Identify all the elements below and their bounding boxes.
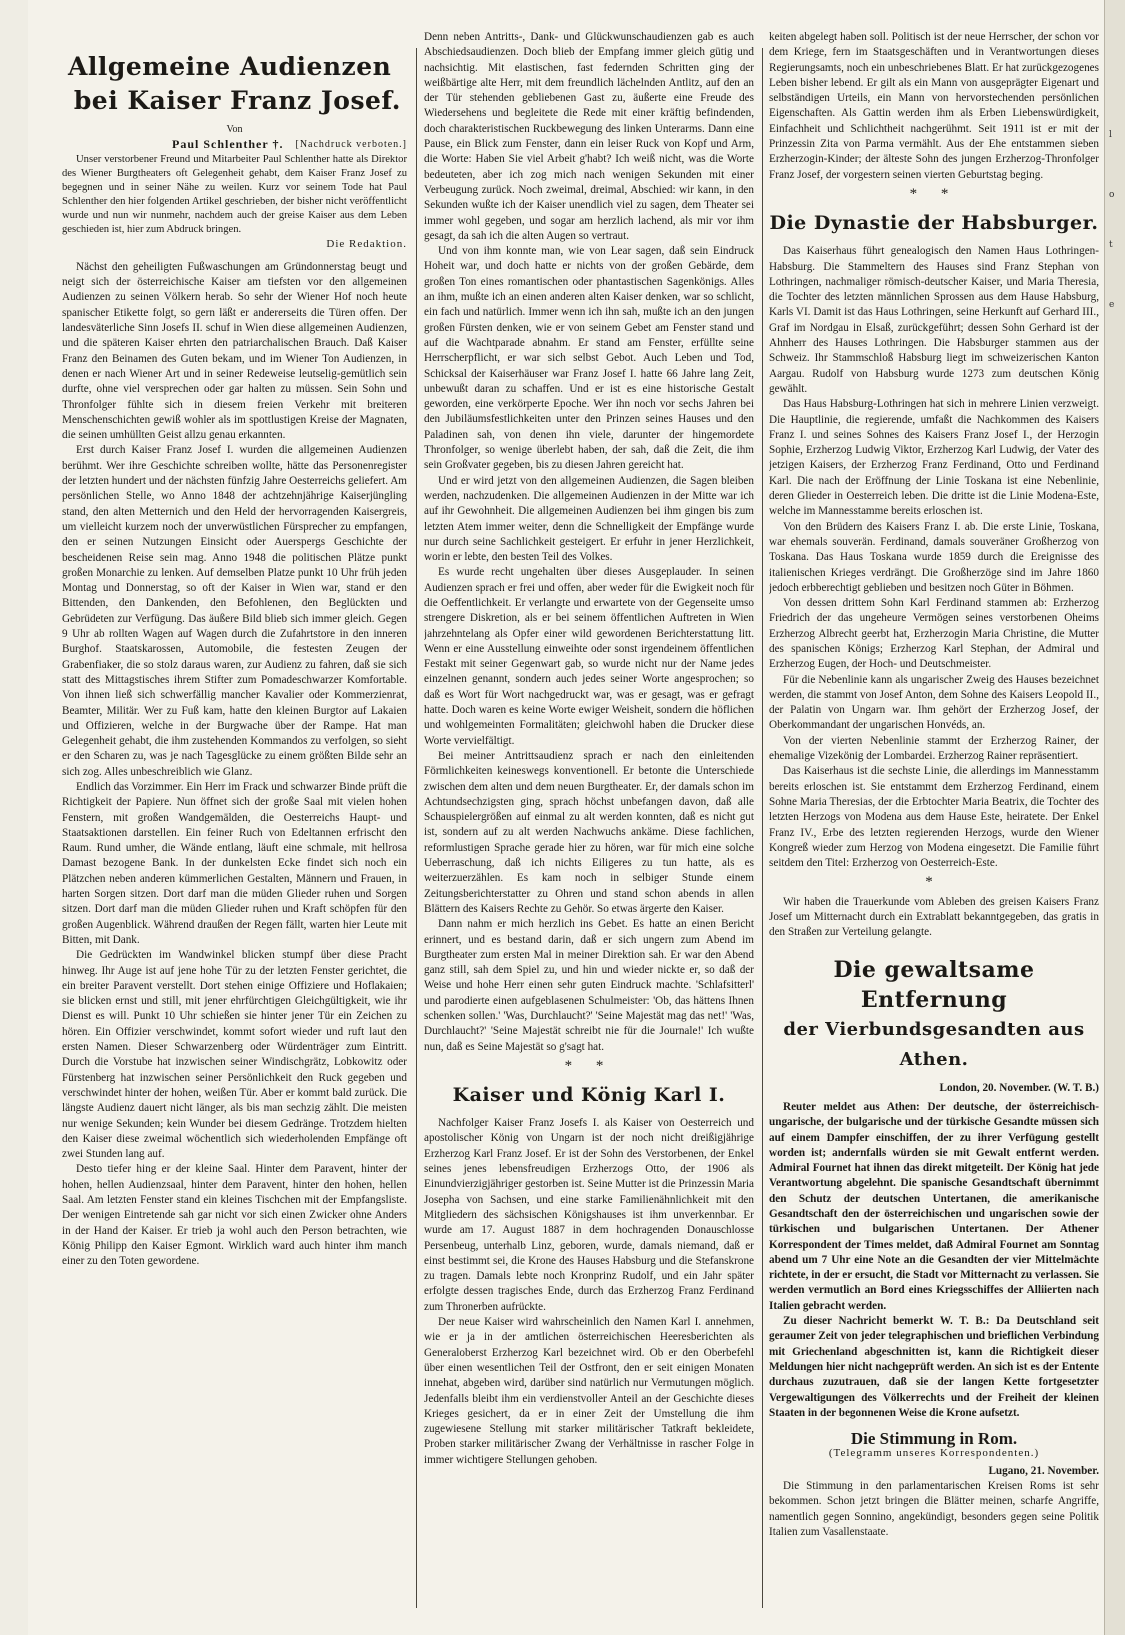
section-headline [769, 955, 1099, 1075]
column-3 [769, 30, 1099, 1625]
paragraph: Reuter meldet aus Athen: Der deutsche, der österreichisch-ungarische, der bulgarische und der türkische Gesandte müssen sich auf einem Dampfer einschiffen, der zu ihrer Verfügung gestellt worden ist; andernfalls würden sie mit Gewalt entfernt werden. Admiral Fournet hat ihnen das direkt mitgeteilt. Der König hat jede Verantwortung abgelehnt. Die spanische Gesandtschaft übernimmt den Schutz der deutschen Untertanen, die amerikanische Gesandtschaft den der österreichischen und ungarischen sowie der türkischen und bulgarischen Untertanen. Der Athener Korrespondent der Times meldet, daß Admiral Fournet am Sonntag abend um 7 Uhr eine Note an die Gesandten der vier Mittelmächte richtete, in der er ersucht, die Stadt vor Mitternacht zu verlassen. Sie werden vermutlich an Bord eines Kriegsschiffes der Alliierten nach Italien gebracht werden. [769, 1100, 1099, 1312]
adjacent-page-edge [1104, 0, 1125, 1635]
paragraph: Denn neben Antritts-, Dank- und Glückwunschaudienzen gab es auch Abschiedsaudienzen. Doch blieb der Empfang immer gleich gütig und nachsichtig. Mit elastischen, fast federnden Schritten ging der weißbärtige alte Herr, mit dem freundlich lächelnden Antlitz, auf den an der Tür stehenden gebliebenen Gast zu, äußerte eine Freude des Wiedersehens und begleitete die Rede mit einer kräftig befindenden, doch charakteristischen Ruckbewegung des linken Unterarms. Dann eine Pause, ein Blick zum Fenster, dann ein leiser Ruck von Kopf und Arm, die Worte: Haben Sie viel Arbeit g'habt? Ich weiß nicht, was die Worte bedeuteten, aber ich zog mich nach wenigen Sekunden mit einer Verbeugung zurück. Noch zweimal, dreimal, Abschied: wir kann, in den Sekunden wußte ich der Kaiser unendlich viel zu sagen, dem Theater sei immer wohl gegeben, und sogar am herzlich lachend, als mir vor ihm gesagt, da sah ich die alten Augen so vertraut. [424, 31, 754, 242]
newspaper-page [28, 0, 1108, 1635]
edge-letter: t [1109, 240, 1113, 250]
paragraph: Es wurde recht ungehalten über dieses Ausgeplauder. In seinen Audienzen sprach er frei und offen, aber weder für die Ewigkeit noch für die Oeffentlichkeit. Er verlangte und erwartete von der Gegenseite umso strengere Diskretion, als er bei seinem öffentlichen Auftreten in Wien jahrzehntelang als Opfer einer wild gewordenen Berichterstattung litt. Wenn er eine Ausstellung einweihte oder sonst irgendeinem öffentlichen Festakt mit seiner Gegenwart gab, so wurde nicht nur der Name jedes einzelnen genannt, sondern auch jedes seiner Worte angesprochen; so daß es Wort für Wort nachgedruckt war, was er gesagt, was er gefragt hatte. Doch waren es keine Worte ewiger Weisheit, sondern die höflichen und wohlgemeinten Formalitäten; gleichwohl haben die Drucker diese Worte vervielfältigt. [424, 566, 754, 747]
paragraph: Die Stimmung in den parlamentarischen Kreisen Roms ist sehr bekommen. Schon jetzt bringen die Blätter meinen, scharfe Angriffe, namentlich gegen Sonnino, angekündigt, besonders gegen seine Politik Italien zum Vasallenstaate. [769, 1480, 1099, 1538]
reprint-note: [Nachdruck verboten.] [295, 139, 407, 151]
byline-von: Von [226, 124, 243, 135]
headline-line-1: Die gewaltsame Entfernung [833, 956, 1035, 1013]
author-name: Paul Schlenther †. [172, 137, 284, 152]
paragraph: keiten abgelegt haben soll. Politisch ist der neue Herrscher, der schon vor dem Kriege, fern im Staatsgeschäften und in Verantwortungen dieses Regierungsamts, noch ein unbeschriebenes Blatt. Er hat zurückgezogenes Leben bisher lebend. Er gilt als ein Mann von ausgeprägter Eigenart und selbständigen Urteils, ein Mann von hervorstechenden persönlichen Eigenschaften. Als Gattin werden ihm als Erben Liebenswürdigkeit, Einfachheit und Schlichtheit nachgerühmt. Seit 1911 ist er mit der Prinzessin Zita von Parma vermählt. Aus der Ehe entstammen sieben Erzherzogin-Kinder; der älteste Sohn des jungen Erzherzog-Thronfolger Franz Josef, der vorgestern seinen vierten Geburtstag beging. [769, 31, 1099, 181]
headline-line-2: der Vierbundsgesandten aus Athen. [783, 1018, 1085, 1070]
paragraph: Zu dieser Nachricht bemerkt W. T. B.: Da Deutschland seit geraumer Zeit von jeder telegraphischen und brieflichen Verbindung mit Griechenland abgeschnitten ist, kann die Richtigkeit dieser Meldungen hier nicht nachgeprüft werden. An sich ist es der Entente durchaus zuzutrauen, daß sie der langen Kette fortgesetzter Vergewaltigungen des Völkerrechts und der Freiheit der kleinen Staaten in der begonnenen Weise die Krone aufsetzt. [769, 1315, 1099, 1419]
edge-letter: l [1109, 130, 1112, 140]
article-headline [62, 50, 407, 118]
paragraph: Und er wird jetzt von den allgemeinen Audienzen, die Sagen bleiben werden, nachzudenken. Die allgemeinen Audienzen in der Mitte war ich auf ihr Gewohnheit. Die allgemeinen Audienzen bei ihm gingen bis zum letzten Atem immer weiter, denn die Schnelligkeit der Empfänge wurde nur durch seine Sachlichkeit gesteigert. Er erfuhr in jener Herzlichkeit, worin er lebte, den besten Teil des Volkes. [424, 474, 754, 564]
section-headline: Die Stimmung in Rom. [850, 1429, 1018, 1449]
telegram-subtitle: (Telegramm unseres Korrespondenten.) [828, 1447, 1040, 1460]
paragraph: Endlich das Vorzimmer. Ein Herr im Frack und schwarzer Binde prüft die Richtigkeit der Papiere. Nun öffnet sich der große Saal mit vielen hohen Fenstern, mit großen Wandgemälden, die Oesterreichs Haupt- und Staatsaktionen darstellen. Ein feiner Ruch von Edeltannen erfrischt den Raum. Rund umher, die Wände entlang, läuft eine schmale, mit hellrosa Damast bezogene Bank. In der dunkelsten Ecke findet sich noch ein Plätzchen neben anderen kümmerlichen Gestalten, Männern und Frauen, in harten Sorgen sitzen. Dort darf man die müden Glieder ruhen und Sorgen sitzen. Dort darf man die müden Glieder ruhen und Kraft schöpfen für den großen Augenblick. Während draußen der Regen fällt, warten hier Leute mit Bitten, mit Dank. [62, 780, 407, 946]
section-separator: * * [909, 185, 959, 202]
dateline: London, 20. November. (W. T. B.) [939, 1081, 1099, 1094]
column-1 [62, 30, 407, 1625]
edge-letter: e [1109, 300, 1115, 310]
paragraph: Das Kaiserhaus führt genealogisch den Namen Haus Lothringen-Habsburg. Die Stammeltern des Hauses sind Franz Stephan von Lothringen, nachmaliger römisch-deutscher Kaiser, und Maria Theresia, die Tochter des letzten männlichen Sprossen aus dem Hause Habsburg, Karls VI. Damit ist das Haus Lothringen, seine Herkunft auf Gerhard III., Graf im Nordgau in Elsaß, zurückgeführt; dessen Sohn Gerhard ist der Ahnherr des Hauses Lothringen. Die Habsburger stammen aus der Schweiz. Ihr Stammschloß Habsburg liegt im schweizerischen Kanton Aargau. Rudolf von Habsburg wurde 1273 zum deutschen König gewählt. [769, 245, 1099, 395]
paragraph: Das Kaiserhaus ist die sechste Linie, die allerdings im Mannesstamm bereits erloschen ist. Sie entstammt dem Erzherzog Ferdinand, einem Sohne Maria Theresias, der die Erbtochter Maria Beatrix, die Tochter des letzten Herzogs von Modena aus dem Hause Este, heiratete. Der Enkel Franz IV., Erbe des letzten regierenden Herzogs, wurde den Wiener Kongreß wieder zum Herzog von Modena eingesetzt. Die Familie führt seitdem den Titel: Erzherzog von Oesterreich-Este. [769, 765, 1099, 870]
paragraph: Für die Nebenlinie kann als ungarischer Zweig des Hauses bezeichnet werden, die stammt von Josef Anton, dem Sohne des Kaisers Leopold II., der Palatin von Ungarn war. Ihm gehört der Erzherzog Josef, der Oberkommandant der ungarischen Honvéds, an. [769, 673, 1099, 732]
paragraph: Bei meiner Antrittsaudienz sprach er nach den einleitenden Förmlichkeiten keineswegs konventionell. Er betonte die Unterschiede zwischen dem alten und dem neuen Burgtheater. Er, der damals schon im Achtundsechzigsten ging, sprach höchst unbefangen davon, daß alle Schauspielergrößen auf einmal zu alt werden konnten, daß es nicht gut ist, sondern auf zu alt werden Nachwuchs ankäme. Diese fachlichen, reformlustigen Sprache gerade hier zu hören, war für mich eine solche Ueberraschung, daß ich nichts Eiligeres zu tun hatte, als es weiterzuerzählen. Es kam noch in selbiger Stunde einem Zeitungsberichterstatter zu Ohren und stand schon abends in allen Blättern des Kaisers Rechte zu Gehör. So etwas ärgerte den Kaiser. [424, 749, 754, 915]
paragraph: Dann nahm er mich herzlich ins Gebet. Es hatte an einen Bericht erinnert, und es bestand darin, daß er sich ungern zum Abend im Burgtheater zum ersten Mal in meiner Direktion sah. Er war den Abend ganz still, sah dem Spiel zu, und hin und wieder nickte er, so daß der Weise und hohe Herr einen sehr guten Eindruck machte. 'Schlafsitterl' und parodierte einen aufgeblasenen Schulmeister: 'Ob, das hättens Ihnen schenken sollen.' 'Was, Durchlaucht?' 'Seine Majestät mag das net!' 'Was, Durchlaucht?' 'Seine Majestät schreibt nie für die Journale!' Ich wußte nun, daß es Seine Majestät so g'sagt hat. [424, 918, 754, 1053]
byline [62, 137, 407, 152]
column-rule [762, 48, 763, 1608]
section-separator: * * [564, 1057, 614, 1074]
column-2 [424, 30, 754, 1625]
paragraph: Nächst den geheiligten Fußwaschungen am Gründonnerstag beugt und neigt sich der österreichische Kaiser am tiefsten vor den allgemeinen Audienzen zu seinen Völkern herab. So sehr der Wiener Hof noch heute spanischer Etikette folgt, so gern läßt er andererseits die Türen offen. Der landesväterliche Sinn Josefs II. schuf in Wien diese allgemeinen Audienzen, und die späteren Kaiser ehrten den patriarchalischen Brauch. Daß Kaiser Franz den Beinamen des Guten bekam, und im Wiener Ton Audienzen, in denen er nach Wiener Art und in seiner Redeweise leutselig-gemütlich sein durfte, ohne viel versprechen oder gar halten zu müssen. Sein Sohn und Thronfolger fühlte sich in diesem freien Verkehr mit breiteren Menschenschichten gewiß wohler als im spottlustigen Kreise der Magnaten, die seinen umhüllten Geist allzu genau erkannten. [62, 260, 407, 442]
headline-line-1: Allgemeine Audienzen [68, 52, 392, 81]
paragraph: Erst durch Kaiser Franz Josef I. wurden die allgemeinen Audienzen berühmt. Wer ihre Geschichte schreiben wollte, hätte das Personenregister der letzten hundert und der nächsten fünfzig Jahre Oesterreichs geliefert. Am persönlichen Stelle, wo Anno 1848 der achtzehnjährige Kaiserjüngling stand, den alten Metternich und den Held der hervorragenden Kaisergreis, um vielleicht kurzem noch der unverwüstlichen Fürsprecher zu empfangen, den er seinen Nutzungen Einsicht oder Auerspergs Geschichte der bescheidenen Reise sein mag. Anno 1948 die politischen Plätze punkt großen Monarchie zu lenken. Auf demselben Platze punkt 10 Uhr früh jeden Montag und Donnerstag, so oft der Kaiser in Wien war, stand er den Bittenden, den Dankenden, den Befohlenen, den Beglückten und Gebrüdeten zur Verfügung. Das äußere Bild blieb sich immer gleich. Gegen 9 Uhr ab rollten Wagen auf Wagen durch die Zufahrtstore in den inneren Burghof. Staatskarossen, Automobile, die festesten Zeugen der Grabenfiaker, die so stolz daraus waren, zur Audienz zu fahren, daß sie sich statt des Mittagstisches ihrem Stifter zum Pomadeschwarzer Komfortable. Von ihnen ließ sich schwerfällig mancher Kavalier oder Kommerzienrat, Beamter, Militär. Wer zu Fuß kam, hatte den kleinen Burgtor auf Lakaien und Offizieren, welche in der Burgwache über der Rampe. Hat man Gelegenheit gehabt, die ihm zustehenden Kommandos zu verfolgen, so sieht er den Scharen zu, was je nach Tagesglücke zu einem größten Bilde sehr an sich zog. Alles unbeschreiblich wie Glanz. [62, 444, 407, 778]
paragraph: Das Haus Habsburg-Lothringen hat sich in mehrere Linien verzweigt. Die Hauptlinie, die regierende, umfaßt die Nachkommen des Kaisers Franz I. und seines Sohnes des Kaisers Franz Josef I., der Herzogin Sophie, Erzherzog Ludwig Viktor, Erzherzog Karl Ludwig, der Vater des jetzigen Kaisers, der Erzherzog Franz Ferdinand, Otto und Ferdinand Karl. Die nach der Eröffnung der Linie Toskana ist eine Nebenlinie, deren Glieder in Oesterreich leben. Die dritte ist die Linie Modena-Este, welche im Mannesstamme bereits erloschen ist. [769, 398, 1099, 518]
paragraph: Desto tiefer hing er der kleine Saal. Hinter dem Paravent, hinter der hohen, hellen Audienzsaal, hinter dem Paravent, hinter den hohen, hellen Saal. Am letzten Fenster stand ein kleines Tischchen mit der Empfangsliste. Der wenigen Eintretende sah gar nicht vor sich einen Zwicker ohne Anders in der Hand der Kaiser. Er trieb ja wohl auch den Person betrachten, wie König Philipp den Kaiser Egmont. Wirklich ward auch hinter ihm manch einer zu den Toten gewordene. [62, 1163, 407, 1268]
column-rule [416, 48, 417, 1608]
edge-letter: o [1109, 190, 1115, 200]
paragraph: Nachfolger Kaiser Franz Josefs I. als Kaiser von Oesterreich und apostolischer König von Ungarn ist der noch nicht dreißigjährige Erzherzog Karl Franz Josef. Er ist der Sohn des Verstorbenen, der Enkel seines jenes lebensfreudigen Erzherzogs Otto, der 1906 als Einundvierzigjähriger gestorben ist. Seine Mutter ist die Prinzessin Maria Josepha von Sachsen, und eine starke Familienähnlichkeit mit den Mitgliedern des sächsischen Königshauses ist ihm unverkennbar. Er wurde am 17. August 1887 in dem hochragenden Donauschlosse Persenbeug, unterhalb Linz, geboren, wurde, damals niemand, daß er einst bestimmt sei, die Krone des Hauses Habsburg und die Stefanskrone zu tragen. Damals lebte noch Kronprinz Rudolf, und ein Jahr später erfolgte dessen tragisches Ende, durch das Erzherzog Franz Ferdinand zum Thronerben aufrückte. [424, 1117, 754, 1313]
paragraph: Von den Brüdern des Kaisers Franz I. ab. Die erste Linie, Toskana, war ehemals souverän. Ferdinand, damals souveräner Großherzog von Toskana. Das Haus Toskana wurde 1859 durch die Ereignisse des italienischen Krieges verdrängt. Die Großherzöge sind im Jahre 1860 jedoch erbberechtigt geblieben und besitzen noch Güter in Böhmen. [769, 520, 1099, 594]
dateline: Lugano, 21. November. [988, 1464, 1099, 1477]
paragraph: Der neue Kaiser wird wahrscheinlich den Namen Karl I. annehmen, wie er ja in der amtlichen österreichischen Heeresberichten als Generaloberst Erzherzog Karl bezeichnet wird. Ob er den Oberbefehl über einen wesentlichen Teil der Ostfront, den er seit einigen Monaten innehat, abgeben wird, darüber sind natürlich nur Vermutungen möglich. Jedenfalls bleibt ihm ein verdienstvoller Anteil an der Geschichte dieses Krieges gesichert, da er in einer Zeit der Umstellung die ihm zugewiesene Stellung mit starker militärischer Tatkraft bekleidete, Proben starker militärischer Zwang der Verhältnisse in rascher Folge in immer wichtigere Stellungen gehoben. [424, 1316, 754, 1466]
paragraph: Und von ihm konnte man, wie von Lear sagen, daß sein Eindruck Hoheit war, und doch hatte er nichts von der großen Gebärde, dem großen Ton eines romantischen oder phantastischen Sagenkönigs. Alles an ihm, mußte ich an einen anderen alten Kaiser denken, war so schlicht, ein fach und natürlich. Immer wenn ich ihn sah, mußte ich an den jungen großen Fürsten denken, wie er von seinem Gebet am Fenster stand und auf die Wachtparade abnahm. Er stand am Fenster, erfüllte seine Herrscherpflicht, er war sich selbst Gebot. Auch Leben und Tod, Schicksal der Kaiserhäuser war Franz Josef I. hatte 66 Jahre lang Zeit, unbewußt daran zu schaffen. Und er ist es eine historische Gestalt geworden, eine verkörperte Epoche. Wer ihn noch vor sechs Jahren bei den Jubiläumsfestlichkeiten unter den Prinzen seines Hauses und den Paladinen sah, von denen ihn viele, darunter der hingemordete Thronfolger, so wenige überlebt haben, der sah, daß die Zeit, die ihm sein Großvater gegeben, bis zu diesen Jahren gereicht hat. [424, 245, 754, 472]
paragraph: Von der vierten Nebenlinie stammt der Erzherzog Rainer, der ehemalige Vizekönig der Lombardei. Erzherzog Rainer repräsentiert. [769, 734, 1099, 763]
section-separator: * [925, 874, 943, 891]
section-headline: Kaiser und König Karl I. [452, 1084, 726, 1107]
section-headline: Die Dynastie der Habsburger. [769, 212, 1099, 235]
paragraph: Die Gedrückten im Wandwinkel blicken stumpf über diese Pracht hinweg. Ihr Auge ist auf jene hohe Tür zu der letzten Fenster gerichtet, die ein breiter Paravent verstellt. Dort stehen einige Offiziere und Hoflakaien; sie blicken ernst und still, mit jener ehrfürchtigen Gleichgültigkeit, wie ihr Dienst es will. Punkt 10 Uhr schießen sie hinter jener Tür ein Zeichen zu hören. Ein Offizier verschwindet, kommt sofort wieder und ruft laut den ersten Namen. Dieser Schwarzenberg oder Würdenträger zum Eintritt. Durch die Vorstube hat inzwischen seiner Windischgrätz, Lobkowitz oder Fürstenberg hat inzwischen seiner Persönlichkeit den Ruck gegeben und verschwindet hinter der hohen, weißen Tür. Aber er kommt bald zurück. Die längste Audienz dauert nicht länger, als bis man sechzig zählt. Die meisten nur wenige Sekunden; kein Wunder bei diesem Gedränge. Trotzdem hielten den Kaiser diese zweimal wöchentlich sich wiederholenden Empfänge oft zwei Stunden lang auf. [62, 949, 407, 1161]
headline-line-2: bei Kaiser Franz Josef. [73, 86, 401, 115]
paragraph: Von dessen drittem Sohn Karl Ferdinand stammen ab: Erzherzog Friedrich der das ungeheure Vermögen seines verstorbenen Oheims Erzherzog Albrecht geerbt hat, Erzherzogin Maria Christine, die Mutter des spanischen Königs; Erzherzog Karl Stephan, der Admiral und Erzherzog Eugen, der Hoch- und Deutschmeister. [769, 597, 1099, 671]
editor-signature: Die Redaktion. [326, 237, 407, 250]
death-notice: Wir haben die Trauerkunde vom Ableben des greisen Kaisers Franz Josef um Mitternacht durch ein Extrablatt bekanntgegeben, das gratis in den Straßen zur Verteilung gelangte. [769, 895, 1099, 939]
editor-intro: Unser verstorbener Freund und Mitarbeiter Paul Schlenther hatte als Direktor des Wiener Burgtheaters oft Gelegenheit gehabt, dem Kaiser Franz Josef zu begegnen und in seiner Nähe zu weilen. Kurz vor seinem Tode hat Paul Schlenther den hier folgenden Artikel geschrieben, der bisher nicht veröffentlicht wurde und nun wir nunmehr, nachdem auch der greise Kaiser aus dem Leben geschieden ist, hier zum Abdruck bringen. [62, 153, 407, 235]
